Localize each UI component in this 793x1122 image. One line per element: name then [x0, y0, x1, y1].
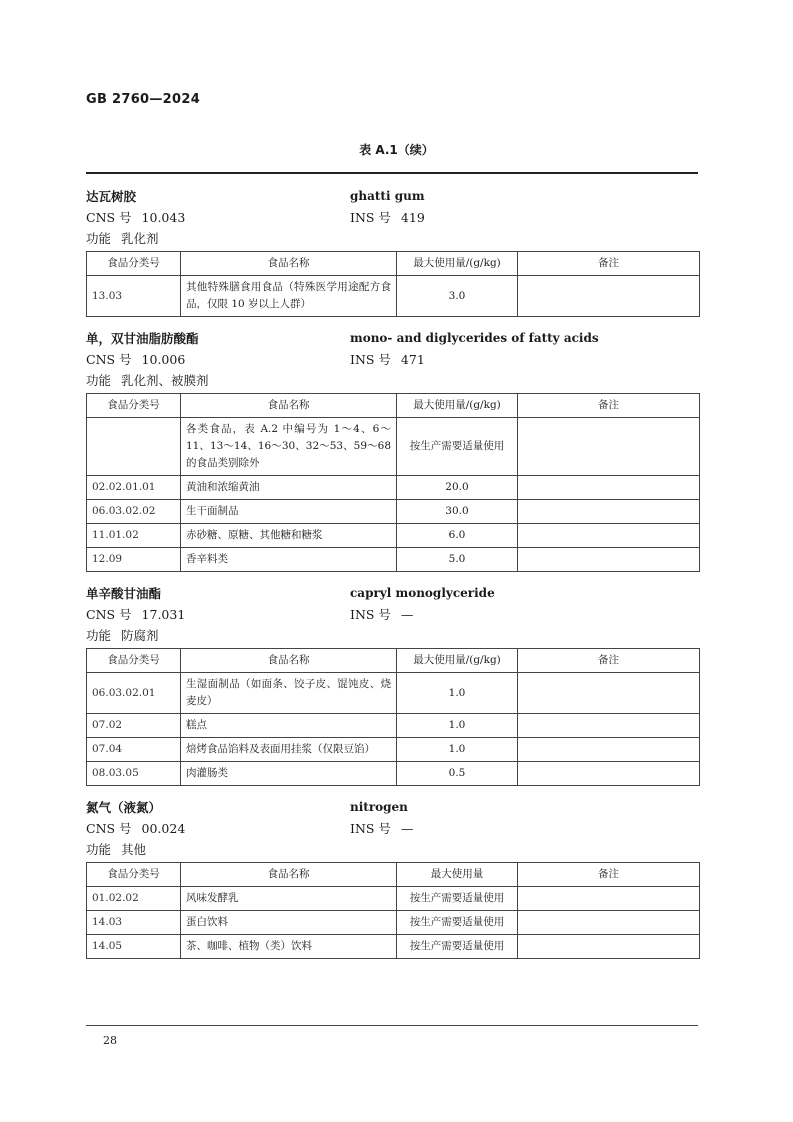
- table-header-row: [87, 394, 700, 418]
- note: [518, 276, 700, 317]
- additive-codes-row: [86, 349, 699, 370]
- table-caption: 表 A.1（续）: [359, 143, 434, 157]
- note: [518, 887, 700, 911]
- column-header-max-usage: 最大使用量: [397, 863, 518, 887]
- ins-value: 419: [400, 210, 425, 225]
- note: [518, 738, 700, 762]
- usage-table: [86, 648, 700, 786]
- cns-value: 10.043: [141, 210, 186, 225]
- food-name: 各类食品，表 A.2 中编号为 1～4、6～11、13～14、16～30、32～53、59～68 的食品类别除外: [181, 418, 397, 476]
- food-name: 茶、咖啡、植物（类）饮料: [181, 935, 397, 959]
- max-usage: 3.0: [397, 276, 518, 317]
- food-category-code: 02.02.01.01: [87, 476, 181, 500]
- column-header-note: 备注: [518, 394, 700, 418]
- table-header-row: [87, 649, 700, 673]
- note: [518, 548, 700, 572]
- function-label: 功能: [86, 373, 112, 388]
- additive-codes-row: [86, 818, 699, 839]
- food-name: 生干面制品: [181, 500, 397, 524]
- max-usage: 1.0: [397, 673, 518, 714]
- additive-codes-row: [86, 604, 699, 625]
- note: [518, 673, 700, 714]
- food-category-code: 07.02: [87, 714, 181, 738]
- max-usage: 按生产需要适量使用: [397, 935, 518, 959]
- additive-name-row: [86, 328, 699, 349]
- column-header-max-usage: 最大使用量/(g/kg): [397, 394, 518, 418]
- additive-name-row: [86, 797, 699, 818]
- food-name: 生湿面制品（如面条、饺子皮、馄饨皮、烧麦皮）: [181, 673, 397, 714]
- table-row: [87, 500, 700, 524]
- food-category-code: 08.03.05: [87, 762, 181, 786]
- ins-label: INS 号: [350, 210, 391, 225]
- additive-section: [86, 797, 699, 959]
- table-row: [87, 276, 700, 317]
- ins-value: 471: [400, 352, 425, 367]
- additive-section: [86, 186, 699, 317]
- usage-table: [86, 251, 700, 317]
- column-header-category-code: 食品分类号: [87, 863, 181, 887]
- function-row: [86, 839, 699, 860]
- top-rule: [86, 172, 698, 174]
- additive-english-name: ghatti gum: [350, 189, 425, 203]
- column-header-food-name: 食品名称: [181, 649, 397, 673]
- ins-code: [350, 604, 413, 625]
- ins-value: —: [400, 607, 414, 622]
- max-usage: 0.5: [397, 762, 518, 786]
- column-header-food-name: 食品名称: [181, 252, 397, 276]
- food-category-code: 06.03.02.01: [87, 673, 181, 714]
- function-label: 功能: [86, 231, 112, 246]
- max-usage: 20.0: [397, 476, 518, 500]
- cns-label: CNS 号: [86, 821, 132, 836]
- column-header-max-usage: 最大使用量/(g/kg): [397, 252, 518, 276]
- cns-value: 00.024: [141, 821, 186, 836]
- food-category-code: 14.03: [87, 911, 181, 935]
- table-row: [87, 548, 700, 572]
- table-row: [87, 524, 700, 548]
- function-value: 其他: [121, 842, 147, 857]
- usage-table: [86, 393, 700, 572]
- max-usage: 6.0: [397, 524, 518, 548]
- page-number: 28: [103, 1034, 117, 1047]
- column-header-category-code: 食品分类号: [87, 252, 181, 276]
- cns-code: [86, 818, 185, 839]
- food-category-code: 11.01.02: [87, 524, 181, 548]
- max-usage: 按生产需要适量使用: [397, 911, 518, 935]
- ins-value: —: [400, 821, 414, 836]
- table-row: [87, 418, 700, 476]
- additive-codes-row: [86, 207, 699, 228]
- column-header-food-name: 食品名称: [181, 863, 397, 887]
- table-row: [87, 476, 700, 500]
- additive-chinese-name: 达瓦树胶: [86, 189, 137, 204]
- function-label: 功能: [86, 842, 112, 857]
- column-header-note: 备注: [518, 863, 700, 887]
- ins-label: INS 号: [350, 821, 391, 836]
- table-row: [87, 738, 700, 762]
- food-name: 焙烤食品馅料及表面用挂浆（仅限豆馅）: [181, 738, 397, 762]
- food-name: 香辛料类: [181, 548, 397, 572]
- note: [518, 935, 700, 959]
- table-header-row: [87, 252, 700, 276]
- function-value: 乳化剂、被膜剂: [121, 373, 209, 388]
- table-row: [87, 673, 700, 714]
- cns-value: 10.006: [141, 352, 186, 367]
- table-row: [87, 762, 700, 786]
- ins-label: INS 号: [350, 607, 391, 622]
- additive-english-name: mono- and diglycerides of fatty acids: [350, 331, 599, 345]
- column-header-note: 备注: [518, 649, 700, 673]
- cns-code: [86, 604, 185, 625]
- additive-name-row: [86, 186, 699, 207]
- cns-label: CNS 号: [86, 607, 132, 622]
- table-row: [87, 714, 700, 738]
- additive-chinese-name: 氮气（液氮）: [86, 800, 162, 815]
- food-category-code: 14.05: [87, 935, 181, 959]
- column-header-note: 备注: [518, 252, 700, 276]
- max-usage: 5.0: [397, 548, 518, 572]
- max-usage: 按生产需要适量使用: [397, 418, 518, 476]
- function-value: 防腐剂: [121, 628, 159, 643]
- additive-list: [86, 186, 699, 970]
- max-usage: 1.0: [397, 714, 518, 738]
- column-header-food-name: 食品名称: [181, 394, 397, 418]
- additive-name-row: [86, 583, 699, 604]
- max-usage: 按生产需要适量使用: [397, 887, 518, 911]
- function-row: [86, 625, 699, 646]
- ins-code: [350, 349, 425, 370]
- note: [518, 418, 700, 476]
- additive-english-name: capryl monoglyceride: [350, 586, 495, 600]
- food-name: 黄油和浓缩黄油: [181, 476, 397, 500]
- food-name: 其他特殊膳食用食品（特殊医学用途配方食品，仅限 10 岁以上人群）: [181, 276, 397, 317]
- note: [518, 500, 700, 524]
- food-name: 蛋白饮料: [181, 911, 397, 935]
- food-category-code: 01.02.02: [87, 887, 181, 911]
- ins-code: [350, 207, 425, 228]
- max-usage: 1.0: [397, 738, 518, 762]
- additive-chinese-name: 单辛酸甘油酯: [86, 586, 162, 601]
- additive-english-name: nitrogen: [350, 800, 408, 814]
- standard-code: GB 2760—2024: [86, 92, 201, 107]
- function-value: 乳化剂: [121, 231, 159, 246]
- cns-label: CNS 号: [86, 352, 132, 367]
- column-header-category-code: 食品分类号: [87, 649, 181, 673]
- function-row: [86, 228, 699, 249]
- food-category-code: 07.04: [87, 738, 181, 762]
- table-row: [87, 911, 700, 935]
- food-name: 肉灌肠类: [181, 762, 397, 786]
- food-name: 赤砂糖、原糖、其他糖和糖浆: [181, 524, 397, 548]
- ins-code: [350, 818, 413, 839]
- table-header-row: [87, 863, 700, 887]
- food-category-code: 13.03: [87, 276, 181, 317]
- table-row: [87, 935, 700, 959]
- cns-code: [86, 207, 185, 228]
- additive-section: [86, 328, 699, 572]
- note: [518, 714, 700, 738]
- note: [518, 762, 700, 786]
- footer-rule: [86, 1025, 698, 1026]
- food-name: 糕点: [181, 714, 397, 738]
- column-header-category-code: 食品分类号: [87, 394, 181, 418]
- food-name: 风味发酵乳: [181, 887, 397, 911]
- function-row: [86, 370, 699, 391]
- cns-value: 17.031: [141, 607, 186, 622]
- additive-section: [86, 583, 699, 786]
- food-category-code: 06.03.02.02: [87, 500, 181, 524]
- max-usage: 30.0: [397, 500, 518, 524]
- note: [518, 524, 700, 548]
- note: [518, 911, 700, 935]
- cns-label: CNS 号: [86, 210, 132, 225]
- additive-chinese-name: 单，双甘油脂肪酸酯: [86, 331, 199, 346]
- column-header-max-usage: 最大使用量/(g/kg): [397, 649, 518, 673]
- food-category-code: [87, 418, 181, 476]
- usage-table: [86, 862, 700, 959]
- cns-code: [86, 349, 185, 370]
- ins-label: INS 号: [350, 352, 391, 367]
- table-row: [87, 887, 700, 911]
- food-category-code: 12.09: [87, 548, 181, 572]
- note: [518, 476, 700, 500]
- function-label: 功能: [86, 628, 112, 643]
